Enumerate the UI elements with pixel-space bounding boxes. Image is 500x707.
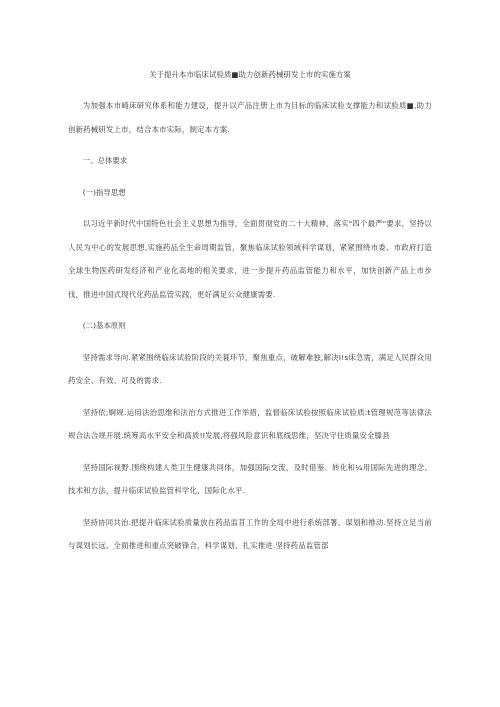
intro-paragraph: 为加强本市崎床研究体系和能力建设，提升以产品注册上市为目标的临床试验支撑能力和试验质■,助力创新药械研发上市，结合本市实际，制定本方案.: [68, 101, 432, 134]
subheading-basic-principles: (二)基本原则: [82, 321, 126, 330]
section-heading-overall-requirements: 一、总体要求: [82, 156, 128, 165]
principle-rule-of-law: 坚持依;婀规.运用法治思维和法治方式推进工作举措，监督临床试验按照临床试验质:t管理规范等法律法规合法合规开展.统筹高水平安全和高质!I发展,将强风险意识和底线思维，坚决守住质量安全滕县: [68, 407, 432, 440]
paragraph-gap: [68, 393, 432, 401]
principle-collaborative-governance: 坚持协同共治.把提升临床试验质量放在药品监苜工作的全局中进行系统部署、谋划和推动.坚持立足当前与谋划长远、全面推进和重点突破锋合，科学谋划、扎实推进.坚持药品监管部: [68, 517, 432, 550]
principle-demand-oriented: 坚持需求导向.紧紧围绕临床试验阶段的关蓑环节，聚焦重点，破解难独,解决I!s床急需，满足人民群众用药安全、有效、可及的需求.: [68, 352, 432, 385]
document-title: 关于提升本市临床试验质■助力创新药械研发上市的实施方案: [149, 70, 351, 79]
guiding-ideology-paragraph: 以习近平新时代中国特色社会主义思想为指导，全面贯彻党的二十大精神，落实"四个最严"要求，坚持以人民为中心的发展思想,实施药品全生命周期监管，聚焦临床试验领域科学谋划，紧紧围绕市委、市政府打造全球生物医药研发经济和产业化高地的相关要求，进一步提升药品监管能力和水平，加快创新产品上市步伐，推进中国式现代化药品监管实践，更好满足公众健康需要.: [68, 219, 432, 299]
paragraph-gap: [68, 503, 432, 511]
subheading-guiding-ideology: (一)指导思想: [82, 187, 126, 197]
paragraph-gap: [68, 448, 432, 456]
principle-international-vision: 坚持国际视野.围绕构建人类卫生健康共同体，加强国际交流，及时借鉴、转化和¼用国际先进的理念、技术和方法，提升临床试验监管科学化、国际化水平.: [68, 462, 432, 495]
